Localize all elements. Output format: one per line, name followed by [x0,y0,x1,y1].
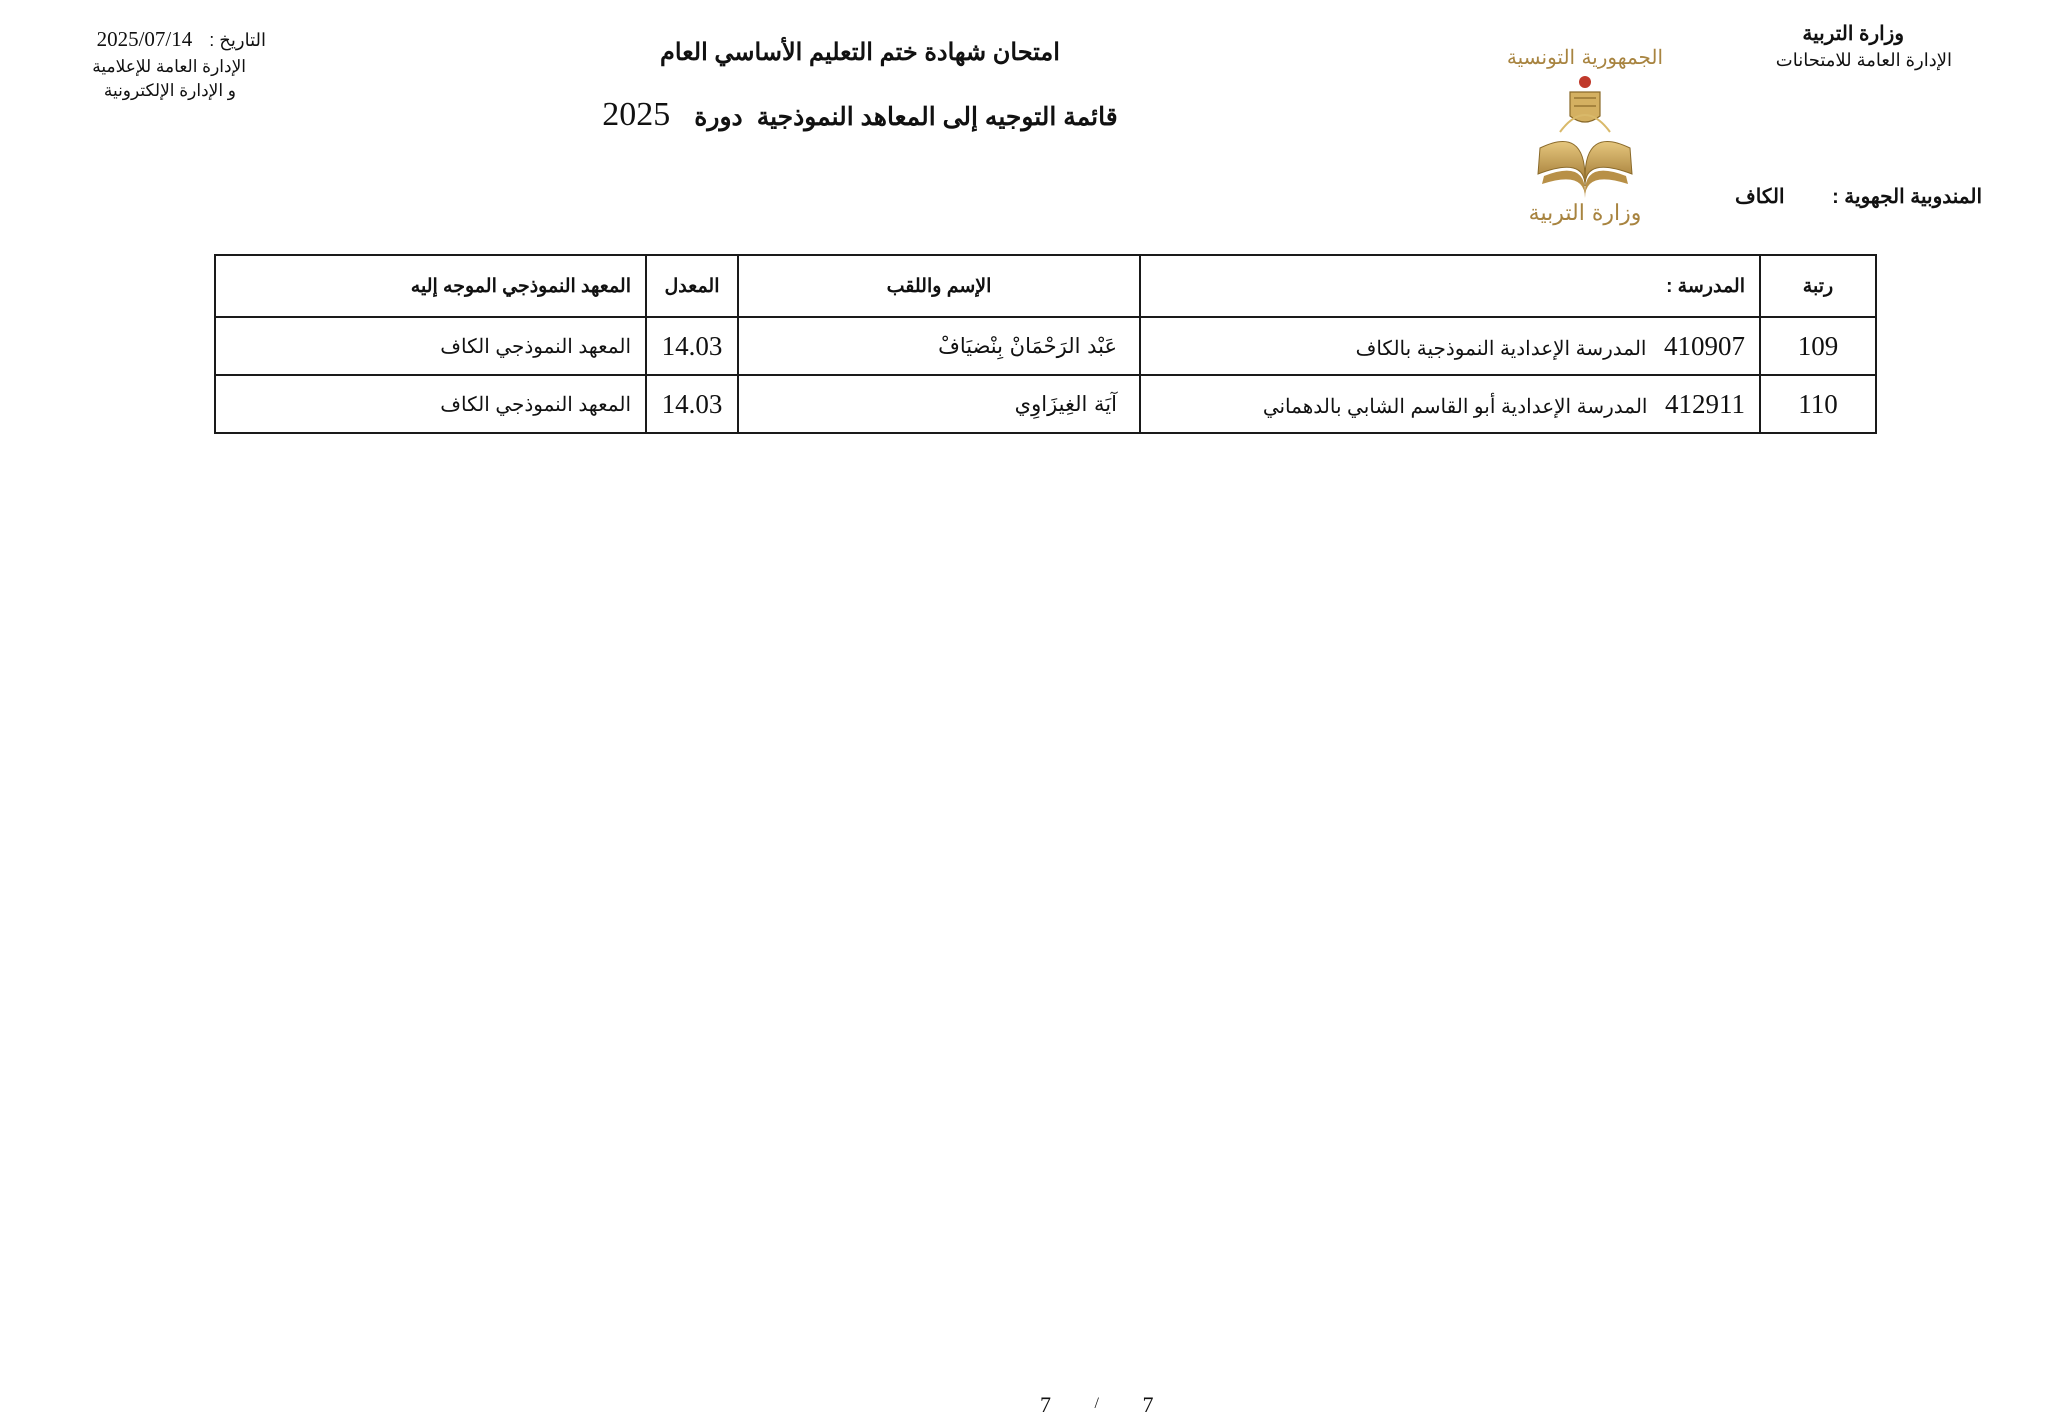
ministry-name: وزارة التربية [1802,23,1904,45]
institute-cell [215,317,646,375]
list-title-text: قائمة التوجيه إلى المعاهد النموذجية [756,103,1118,131]
page-total: 7 [1142,1392,1154,1417]
rank-value: 110 [1798,388,1838,419]
average-cell [646,375,738,433]
region-label: المندوبية الجهوية : [1832,186,1982,208]
results-table [214,254,1877,434]
session-year: 2025 [602,96,671,133]
it-department-line-2: و الإدارة الإلكترونية [103,81,236,100]
ministry-header [1652,20,1952,72]
school-cell [1140,375,1760,433]
open-book-icon [1538,115,1632,198]
school-name: المدرسة الإعدادية النموذجية بالكاف [1355,337,1647,360]
header-rank: رتبة [1760,255,1876,317]
page-separator: / [1094,1395,1099,1412]
institute-cell [215,375,646,433]
region-line [1735,184,1982,209]
table-row [215,375,1876,433]
student-name: عَبْد الرَحْمَانْ بِنْضيَافْ [938,334,1117,358]
table-header-row [215,255,1876,317]
average-value: 14.03 [661,330,723,361]
page-current: 7 [1040,1392,1051,1417]
ministry-department: الإدارة العامة للامتحانات [1775,50,1952,70]
region-value: الكاف [1735,186,1785,208]
average-cell [646,317,738,375]
school-code: 412911 [1665,388,1745,419]
date-value: 2025/07/14 [96,27,193,51]
date-row [56,24,266,55]
name-cell [738,375,1140,433]
header-average: المعدل [646,255,738,317]
date-label: التاريخ : [209,30,266,50]
school-code: 410907 [1664,330,1745,361]
name-cell [738,317,1140,375]
header-school: المدرسة : [1140,255,1760,317]
school-cell [1140,317,1760,375]
institute-name: المعهد النموذجي الكاف [440,394,631,416]
header-institute: المعهد النموذجي الموجه إليه [215,255,646,317]
it-department-line-1: الإدارة العامة للإعلامية [92,57,246,76]
institute-name: المعهد النموذجي الكاف [440,336,631,358]
date-header [56,24,266,103]
session-label: دورة [694,103,743,131]
exam-title: امتحان شهادة ختم التعليم الأساسي العام [660,39,1060,66]
table-row [215,317,1876,375]
pagination [1040,1392,1153,1418]
ministry-logo [1500,28,1670,228]
average-value: 14.03 [661,388,723,419]
list-title [560,96,1160,134]
school-name: المدرسة الإعدادية أبو القاسم الشابي بالدهماني [1262,395,1648,418]
rank-value: 109 [1797,330,1839,361]
student-name: آيَة الغِيزَاوِي [1014,392,1117,416]
rank-cell [1760,317,1876,375]
rank-cell [1760,375,1876,433]
logo-caption-bottom: وزارة التربية [1528,201,1642,226]
header-name: الإسم واللقب [738,255,1140,317]
logo-caption-top: الجمهورية التونسية [1506,45,1664,69]
